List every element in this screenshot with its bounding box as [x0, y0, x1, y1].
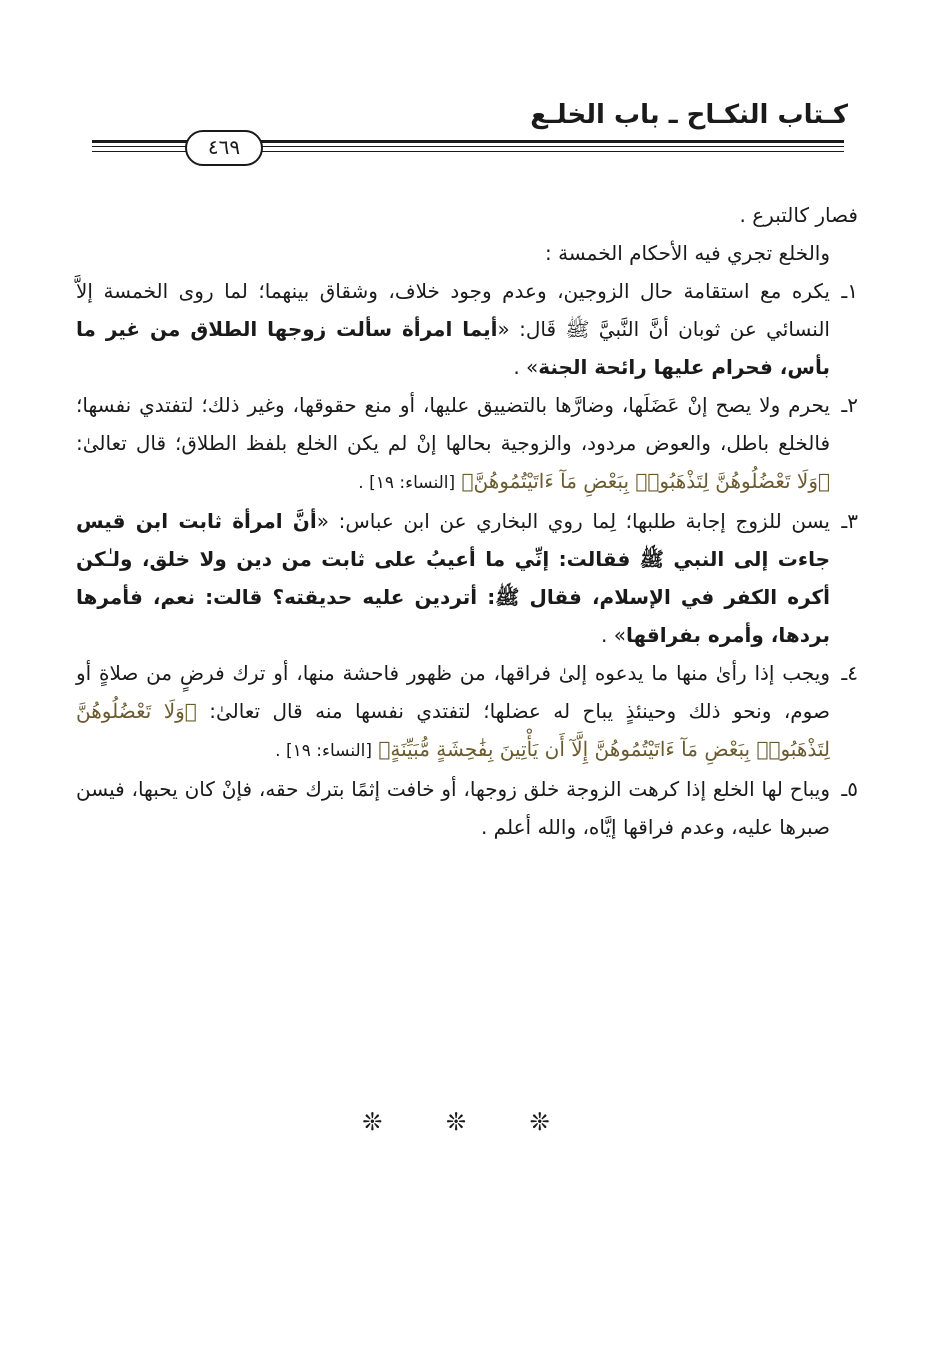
- quran-verse: ﴿وَلَا تَعْضُلُوهُنَّ لِتَذْهَبُوا۟ بِبَعْضِ مَآ ءَاتَيْتُمُوهُنَّ إِلَّآ أَن يَأْتِينَ بِفَٰحِشَةٍ مُّبَيِّنَةٍ﴾: [76, 699, 830, 761]
- page-body: [76, 196, 858, 846]
- item-number: ٤ـ: [841, 661, 858, 685]
- running-header-title: كـتاب النكـاح ـ باب الخلـع: [530, 100, 848, 130]
- page-number: ٤٦٩: [185, 130, 263, 166]
- quran-verse: ﴿وَلَا تَعْضُلُوهُنَّ لِتَذْهَبُوا۟ بِبَعْضِ مَآ ءَاتَيْتُمُوهُنَّ﴾: [461, 469, 830, 493]
- item-text: ويباح لها الخلع إذا كرهت الزوجة خلق زوجها، أو خافت إثمًا بترك حقه، فإنْ كان يحبها، فيسن صبرها عليه، وعدم فراقها إيَّاه، والله أعلم .: [76, 777, 830, 839]
- item-number: ٢ـ: [841, 393, 858, 417]
- item-plain-text: يسن للزوج إجابة طلبها؛ لِما روي البخاري عن ابن عباس: «: [316, 509, 830, 533]
- ruling-item-5: [76, 770, 858, 846]
- item-plain-text: يحرم ولا يصح إنْ عَضَلَها، وضارَّها بالتضييق عليها، أو منع حقوقها، وغير ذلك؛ لتفتدي نفسها؛ فالخلع باطل، والعوض مردود، والزوجية بحالها إنْ لم يكن الخلع بلفظ الطلاق؛ قال تعالىٰ:: [76, 393, 830, 455]
- ruling-item-1: [76, 272, 858, 386]
- hadith-quote: أنَّ امرأة ثابت ابن قيس جاءت إلى النبي ﷺ فقالت: إنِّي ما أعيبُ على ثابت من دين ولا خلق، ولـٰكن أكره الكفر في الإسلام، فقال ﷺ: أتردين عليه حديقته؟ قالت: نعم، فأمرها بردها، وأمره بفراقها: [76, 509, 830, 647]
- item-plain-text: ويجب إذا رأىٰ منها ما يدعوه إلىٰ فراقها، من ظهور فاحشة منها، أو ترك فرضٍ من صلاةٍ أو صوم، ونحو ذلك وحينئذٍ يباح له عضلها؛ لتفتدي نفسها منه قال تعالىٰ:: [76, 661, 830, 723]
- item-text: [76, 502, 830, 654]
- item-plain-text: يكره مع استقامة حال الزوجين، وعدم وجود خلاف، وشقاق بينهما؛ لما روى الخمسة إلاَّ النسائي عن ثوبان أنَّ النَّبيَّ ﷺ قَال: «: [76, 279, 830, 341]
- intro-line-2: والخلع تجري فيه الأحكام الخمسة :: [544, 241, 830, 265]
- verse-reference: [النساء: ١٩] .: [358, 473, 456, 493]
- item-number: ١ـ: [841, 279, 858, 303]
- ruling-item-2: [76, 386, 858, 502]
- section-separator-asterisks: ❊ ❊ ❊: [362, 1108, 578, 1136]
- quote-close: » .: [601, 623, 626, 647]
- ruling-item-4: [76, 654, 858, 770]
- item-text: [76, 272, 830, 386]
- ruling-item-3: [76, 502, 858, 654]
- item-number: ٥ـ: [841, 777, 858, 801]
- intro-line-1: فصار كالتبرع .: [739, 203, 858, 227]
- item-text: [76, 386, 830, 502]
- item-number: ٣ـ: [841, 509, 858, 533]
- hadith-quote: أيما امرأة سألت زوجها الطلاق من غير ما بأس، فحرام عليها رائحة الجنة: [76, 317, 830, 379]
- item-text: [76, 654, 830, 770]
- verse-reference: [النساء: ١٩] .: [275, 741, 373, 761]
- quote-close: » .: [513, 355, 539, 379]
